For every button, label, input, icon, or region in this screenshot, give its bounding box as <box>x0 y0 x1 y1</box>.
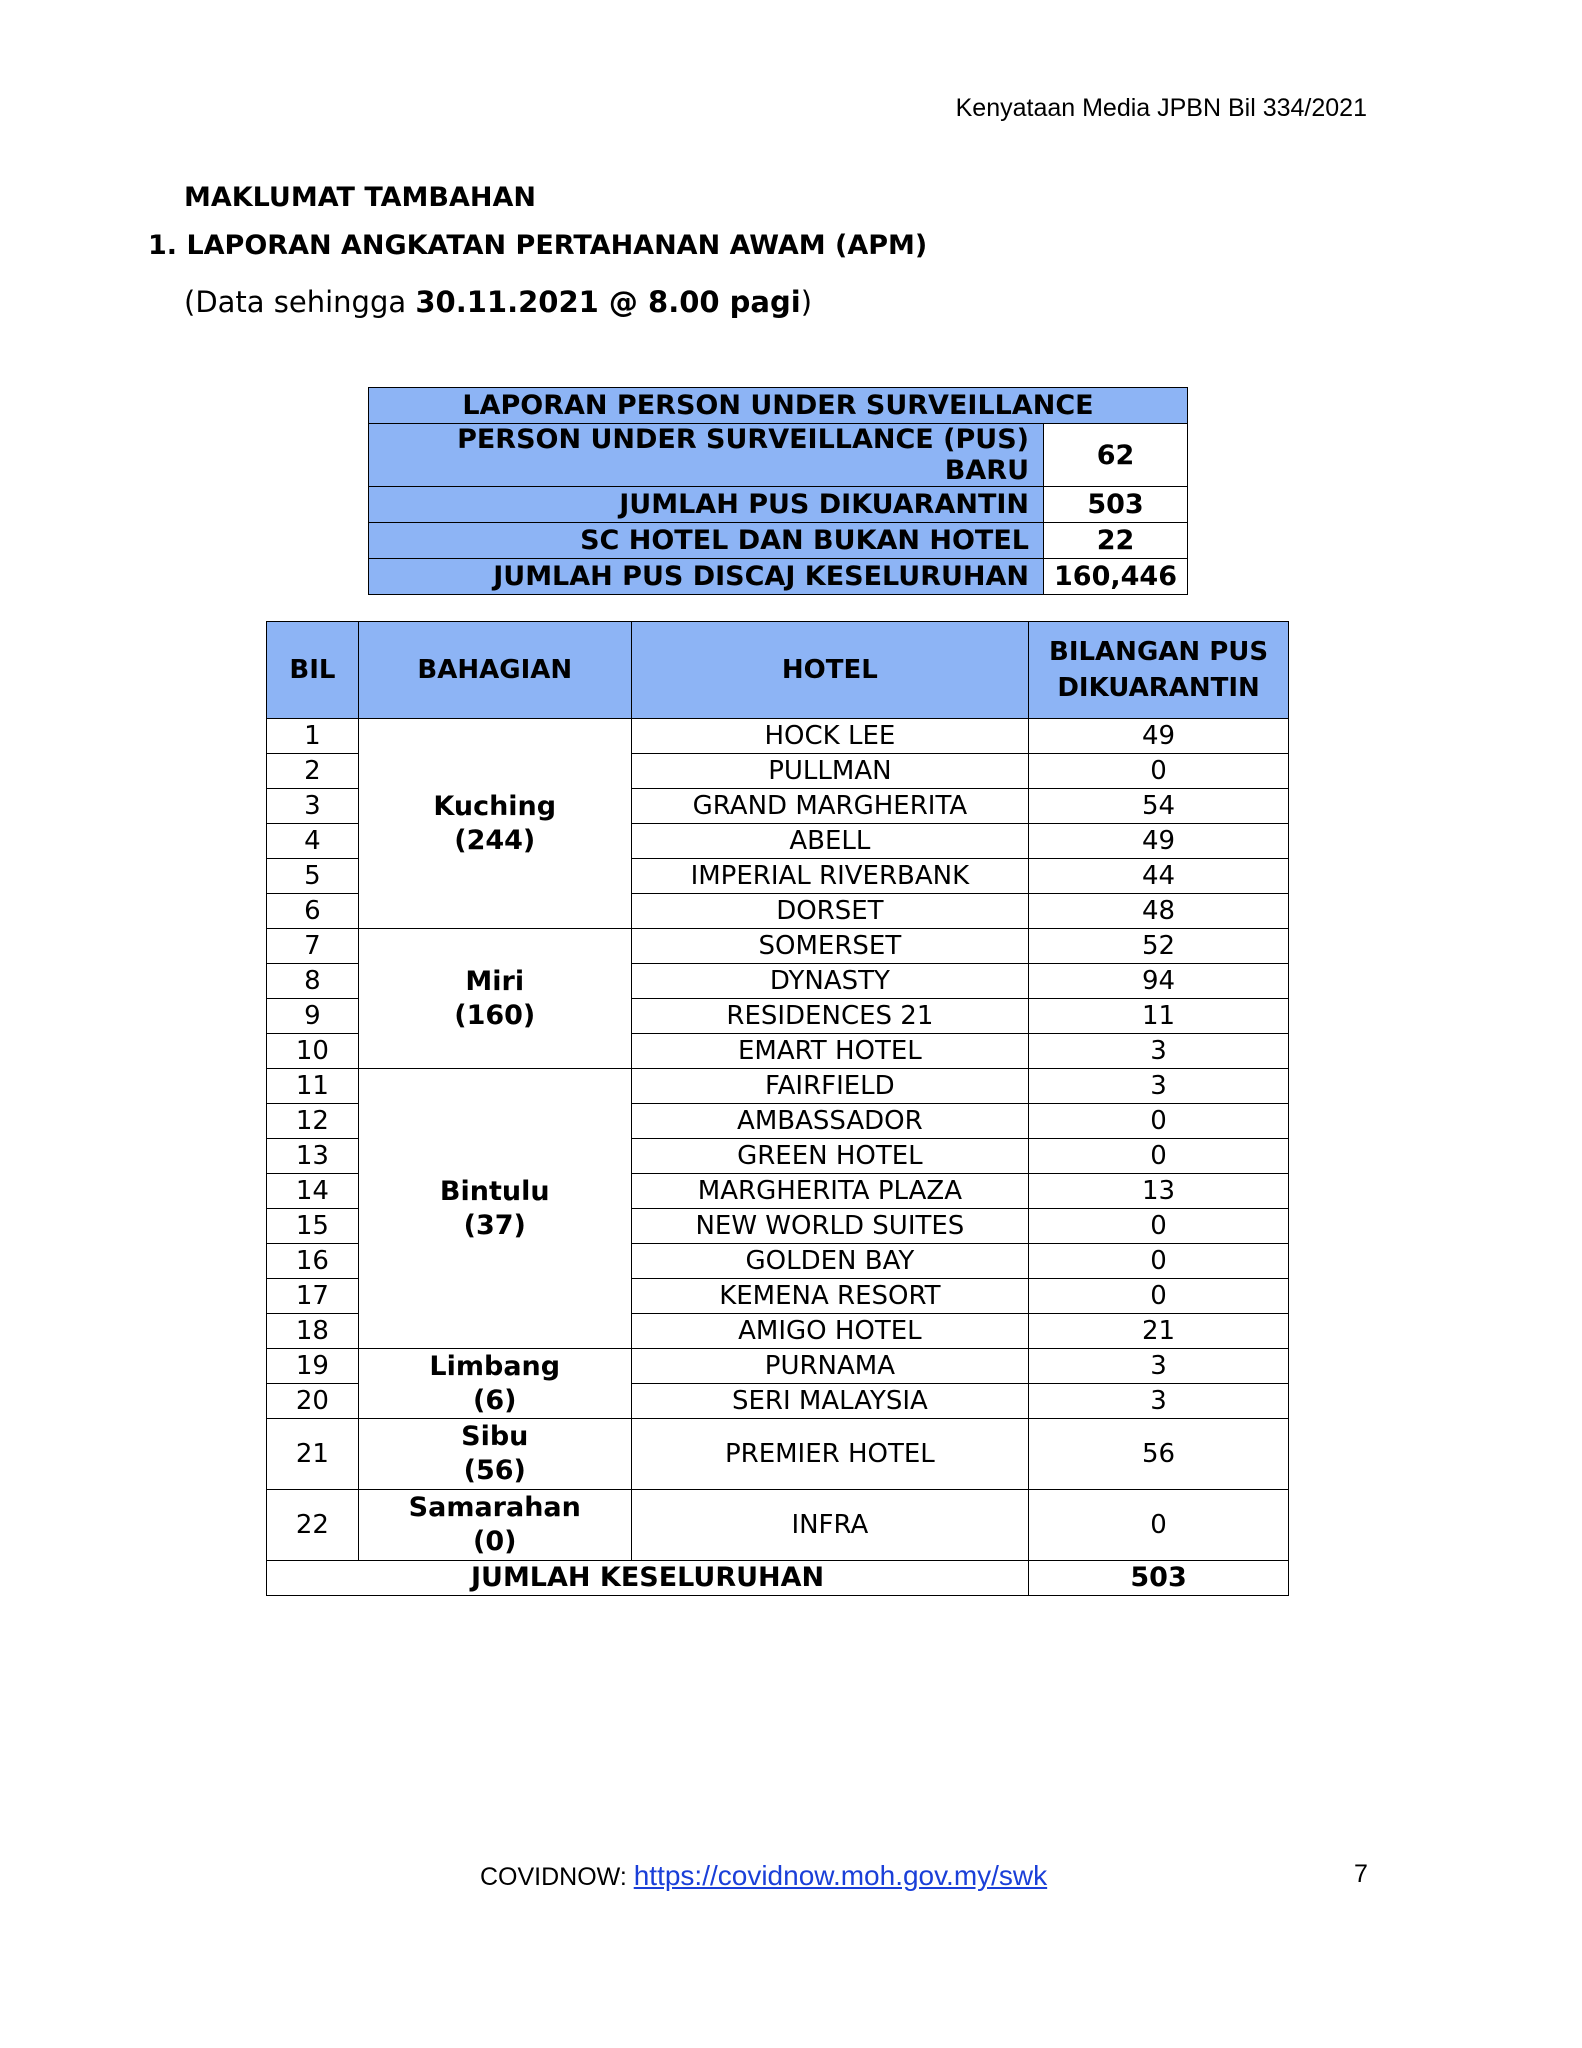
count-cell: 0 <box>1029 1244 1289 1279</box>
summary-label: JUMLAH PUS DISCAJ KESELURUHAN <box>369 559 1044 595</box>
note-suffix: ) <box>800 285 813 319</box>
hotel-cell: PULLMAN <box>631 754 1028 789</box>
footer-prefix: COVIDNOW: <box>480 1863 634 1891</box>
summary-value: 503 <box>1044 487 1188 523</box>
hotel-cell: AMIGO HOTEL <box>631 1314 1028 1349</box>
count-cell: 56 <box>1029 1419 1289 1490</box>
division-cell <box>358 1419 631 1490</box>
summary-row <box>369 424 1188 487</box>
hotel-cell: SERI MALAYSIA <box>631 1384 1028 1419</box>
summary-value: 62 <box>1044 424 1188 487</box>
table-row <box>267 929 1289 964</box>
division-total: (6) <box>473 1384 517 1416</box>
bil-cell: 15 <box>267 1209 359 1244</box>
total-value: 503 <box>1029 1561 1289 1596</box>
count-cell: 49 <box>1029 824 1289 859</box>
footer <box>480 1860 1047 1892</box>
count-cell: 3 <box>1029 1349 1289 1384</box>
count-cell: 0 <box>1029 1139 1289 1174</box>
division-name: Sibu <box>461 1421 529 1452</box>
bil-cell: 10 <box>267 1034 359 1069</box>
count-cell: 13 <box>1029 1174 1289 1209</box>
section-heading: 1. LAPORAN ANGKATAN PERTAHANAN AWAM (APM) <box>148 230 928 261</box>
division-total: (56) <box>463 1455 526 1486</box>
summary-value: 160,446 <box>1044 559 1188 595</box>
bil-cell: 4 <box>267 824 359 859</box>
bil-cell: 16 <box>267 1244 359 1279</box>
division-name: Bintulu <box>439 1175 550 1207</box>
table-row <box>267 1419 1289 1490</box>
header-count-line1: BILANGAN PUS <box>1049 637 1269 667</box>
count-cell: 3 <box>1029 1384 1289 1419</box>
table-header-row <box>267 622 1289 719</box>
count-cell: 94 <box>1029 964 1289 999</box>
division-name: Miri <box>465 965 525 997</box>
bil-cell: 11 <box>267 1069 359 1104</box>
count-cell: 21 <box>1029 1314 1289 1349</box>
section-label: MAKLUMAT TAMBAHAN <box>184 182 536 213</box>
division-cell <box>358 1349 631 1419</box>
bil-cell: 3 <box>267 789 359 824</box>
hotel-cell: IMPERIAL RIVERBANK <box>631 859 1028 894</box>
header-hotel: HOTEL <box>631 622 1028 719</box>
header-count-line2: DIKUARANTIN <box>1057 673 1260 703</box>
hotel-cell: GRAND MARGHERITA <box>631 789 1028 824</box>
summary-row <box>369 559 1188 595</box>
division-cell <box>358 719 631 929</box>
hotel-cell: ABELL <box>631 824 1028 859</box>
division-total: (244) <box>454 824 536 856</box>
bil-cell: 9 <box>267 999 359 1034</box>
table-row <box>267 1069 1289 1104</box>
bil-cell: 20 <box>267 1384 359 1419</box>
hotel-cell: AMBASSADOR <box>631 1104 1028 1139</box>
bil-cell: 6 <box>267 894 359 929</box>
count-cell: 11 <box>1029 999 1289 1034</box>
count-cell: 0 <box>1029 1490 1289 1561</box>
bil-cell: 12 <box>267 1104 359 1139</box>
bil-cell: 21 <box>267 1419 359 1490</box>
header-count <box>1029 622 1289 719</box>
hotel-cell: KEMENA RESORT <box>631 1279 1028 1314</box>
summary-table <box>368 387 1188 595</box>
bil-cell: 2 <box>267 754 359 789</box>
hotel-cell: RESIDENCES 21 <box>631 999 1028 1034</box>
hotel-cell: NEW WORLD SUITES <box>631 1209 1028 1244</box>
bil-cell: 8 <box>267 964 359 999</box>
summary-label: JUMLAH PUS DIKUARANTIN <box>369 487 1044 523</box>
count-cell: 48 <box>1029 894 1289 929</box>
division-name: Samarahan <box>408 1492 581 1523</box>
division-cell <box>358 1069 631 1349</box>
count-cell: 54 <box>1029 789 1289 824</box>
bil-cell: 5 <box>267 859 359 894</box>
hotel-cell: DYNASTY <box>631 964 1028 999</box>
table-row <box>267 719 1289 754</box>
hotel-cell: INFRA <box>631 1490 1028 1561</box>
hotel-cell: GREEN HOTEL <box>631 1139 1028 1174</box>
hotel-cell: PURNAMA <box>631 1349 1028 1384</box>
division-total: (37) <box>463 1209 526 1241</box>
note-date: 30.11.2021 @ 8.00 pagi <box>415 285 801 319</box>
hotel-quarantine-table <box>266 621 1289 1596</box>
bil-cell: 1 <box>267 719 359 754</box>
page-number: 7 <box>1354 1860 1368 1888</box>
bil-cell: 14 <box>267 1174 359 1209</box>
division-name: Limbang <box>429 1350 561 1382</box>
hotel-cell: DORSET <box>631 894 1028 929</box>
bil-cell: 17 <box>267 1279 359 1314</box>
count-cell: 0 <box>1029 1209 1289 1244</box>
count-cell: 44 <box>1029 859 1289 894</box>
total-row <box>267 1561 1289 1596</box>
document-reference: Kenyataan Media JPBN Bil 334/2021 <box>955 94 1367 122</box>
bil-cell: 22 <box>267 1490 359 1561</box>
summary-title: LAPORAN PERSON UNDER SURVEILLANCE <box>369 388 1188 424</box>
summary-row <box>369 523 1188 559</box>
count-cell: 0 <box>1029 1104 1289 1139</box>
table-row <box>267 1349 1289 1384</box>
summary-row <box>369 487 1188 523</box>
header-bahagian: BAHAGIAN <box>358 622 631 719</box>
division-cell <box>358 1490 631 1561</box>
count-cell: 52 <box>1029 929 1289 964</box>
division-name: Kuching <box>433 790 557 822</box>
hotel-cell: GOLDEN BAY <box>631 1244 1028 1279</box>
bil-cell: 7 <box>267 929 359 964</box>
count-cell: 3 <box>1029 1069 1289 1104</box>
data-date-note <box>184 285 812 319</box>
bil-cell: 19 <box>267 1349 359 1384</box>
count-cell: 0 <box>1029 754 1289 789</box>
hotel-cell: EMART HOTEL <box>631 1034 1028 1069</box>
hotel-cell: MARGHERITA PLAZA <box>631 1174 1028 1209</box>
division-total: (0) <box>473 1526 517 1557</box>
count-cell: 49 <box>1029 719 1289 754</box>
summary-label: SC HOTEL DAN BUKAN HOTEL <box>369 523 1044 559</box>
total-label: JUMLAH KESELURUHAN <box>267 1561 1029 1596</box>
bil-cell: 13 <box>267 1139 359 1174</box>
hotel-cell: HOCK LEE <box>631 719 1028 754</box>
division-total: (160) <box>454 999 536 1031</box>
summary-value: 22 <box>1044 523 1188 559</box>
hotel-cell: FAIRFIELD <box>631 1069 1028 1104</box>
hotel-cell: PREMIER HOTEL <box>631 1419 1028 1490</box>
table-row <box>267 1490 1289 1561</box>
note-prefix: (Data sehingga <box>184 285 416 319</box>
covidnow-link[interactable]: https://covidnow.moh.gov.my/swk <box>633 1860 1048 1891</box>
count-cell: 3 <box>1029 1034 1289 1069</box>
bil-cell: 18 <box>267 1314 359 1349</box>
header-bil: BIL <box>267 622 359 719</box>
summary-label: PERSON UNDER SURVEILLANCE (PUS) BARU <box>369 424 1044 487</box>
hotel-cell: SOMERSET <box>631 929 1028 964</box>
division-cell <box>358 929 631 1069</box>
count-cell: 0 <box>1029 1279 1289 1314</box>
